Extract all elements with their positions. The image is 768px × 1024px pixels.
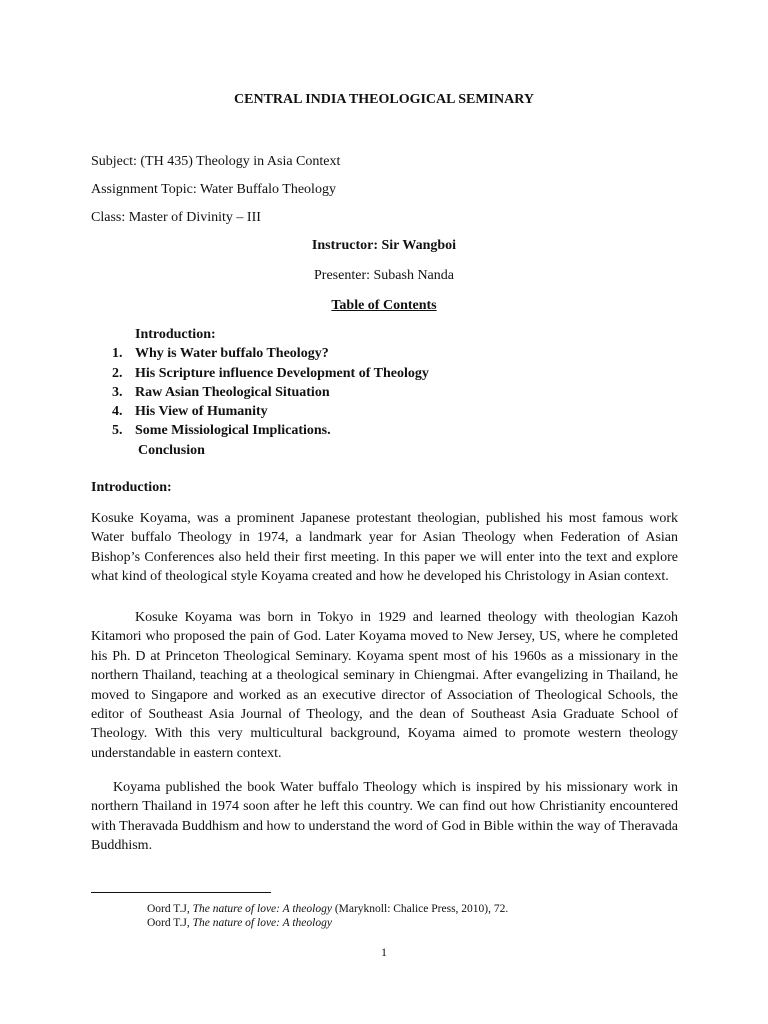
toc-item [112, 344, 429, 363]
toc-item [112, 402, 429, 421]
class-line: Class: Master of Divinity – III [91, 210, 261, 225]
footnote-book-title: The nature of love: A theology [192, 917, 332, 929]
toc-heading [0, 297, 768, 315]
footnote-author: Oord T.J, [147, 917, 193, 929]
toc-item-text: His Scripture influence Development of Theology [135, 365, 429, 381]
footnote-author: Oord T.J, [147, 903, 193, 915]
footnote [147, 902, 508, 916]
footnote [147, 916, 332, 930]
footnote-divider [91, 892, 271, 893]
toc-item-text: Why is Water buffalo Theology? [135, 346, 329, 362]
toc-item-number: 4. [112, 404, 123, 420]
toc-heading-text: Table of Contents [331, 298, 437, 313]
instructor-line: Instructor: Sir Wangboi [311, 238, 457, 253]
body-paragraph: Kosuke Koyama was born in Tokyo in 1929 and learned theology with theologian Kazoh Kitamori who proposed the pain of God. Later Koyama moved to New Jersey, US, where he completed his Ph. D at Princeton Theological Seminary. Koyama spent most of his 1960s as a missionary in the northern Thailand, teaching at a theological seminary in Chiengmai. After evangelizing in Thailand, he moved to Singapore and worked as an executive director of Association of Theological Schools, the editor of Southeast Asia Journal of Theology, and the dean of Southeast Asia Graduate School of Theology. With this very multicultural background, Koyama aimed to promote western theology understandable in eastern context. [91, 610, 678, 761]
toc-introduction: Introduction: [135, 327, 216, 342]
footnote-details: (Maryknoll: Chalice Press, 2010), 72. [331, 903, 509, 915]
assignment-topic-line: Assignment Topic: Water Buffalo Theology [91, 182, 336, 197]
toc-item [112, 383, 429, 402]
toc-item-text: His View of Humanity [135, 404, 268, 420]
toc-item-number: 2. [112, 365, 123, 381]
toc-item [112, 421, 429, 440]
toc-item [112, 364, 429, 383]
seminary-title: CENTRAL INDIA THEOLOGICAL SEMINARY [234, 92, 534, 107]
presenter-line: Presenter: Subash Nanda [314, 268, 454, 283]
toc-item-number: 3. [112, 384, 123, 400]
introduction-heading: Introduction: [91, 480, 172, 495]
table-of-contents [112, 325, 429, 460]
footnote-book-title: The nature of love: A theology [192, 903, 332, 915]
toc-item-number: 5. [112, 423, 123, 439]
toc-item-text: Raw Asian Theological Situation [135, 384, 330, 400]
toc-item-number: 1. [112, 346, 123, 362]
subject-line: Subject: (TH 435) Theology in Asia Context [91, 154, 341, 169]
body-paragraph: Koyama published the book Water buffalo Theology which is inspired by his missionary work in northern Thailand in 1974 soon after he left this country. We can find out how Christianity encountered with Theravada Buddhism and how to understand the word of God in Bible within the way of Theravada Buddhism. [91, 780, 678, 854]
toc-conclusion: Conclusion [138, 442, 205, 458]
page-number: 1 [381, 945, 387, 959]
body-paragraph: Kosuke Koyama, was a prominent Japanese protestant theologian, published his most famous work Water buffalo Theology in 1974, a landmark year for Asian Theology when Federation of Asian Bishop’s Conferences also held their first meeting. In this paper we will enter into the text and explore what kind of theological style Koyama created and how he developed his Christology in Asian context. [91, 511, 678, 585]
toc-item-text: Some Missiological Implications. [135, 423, 331, 439]
